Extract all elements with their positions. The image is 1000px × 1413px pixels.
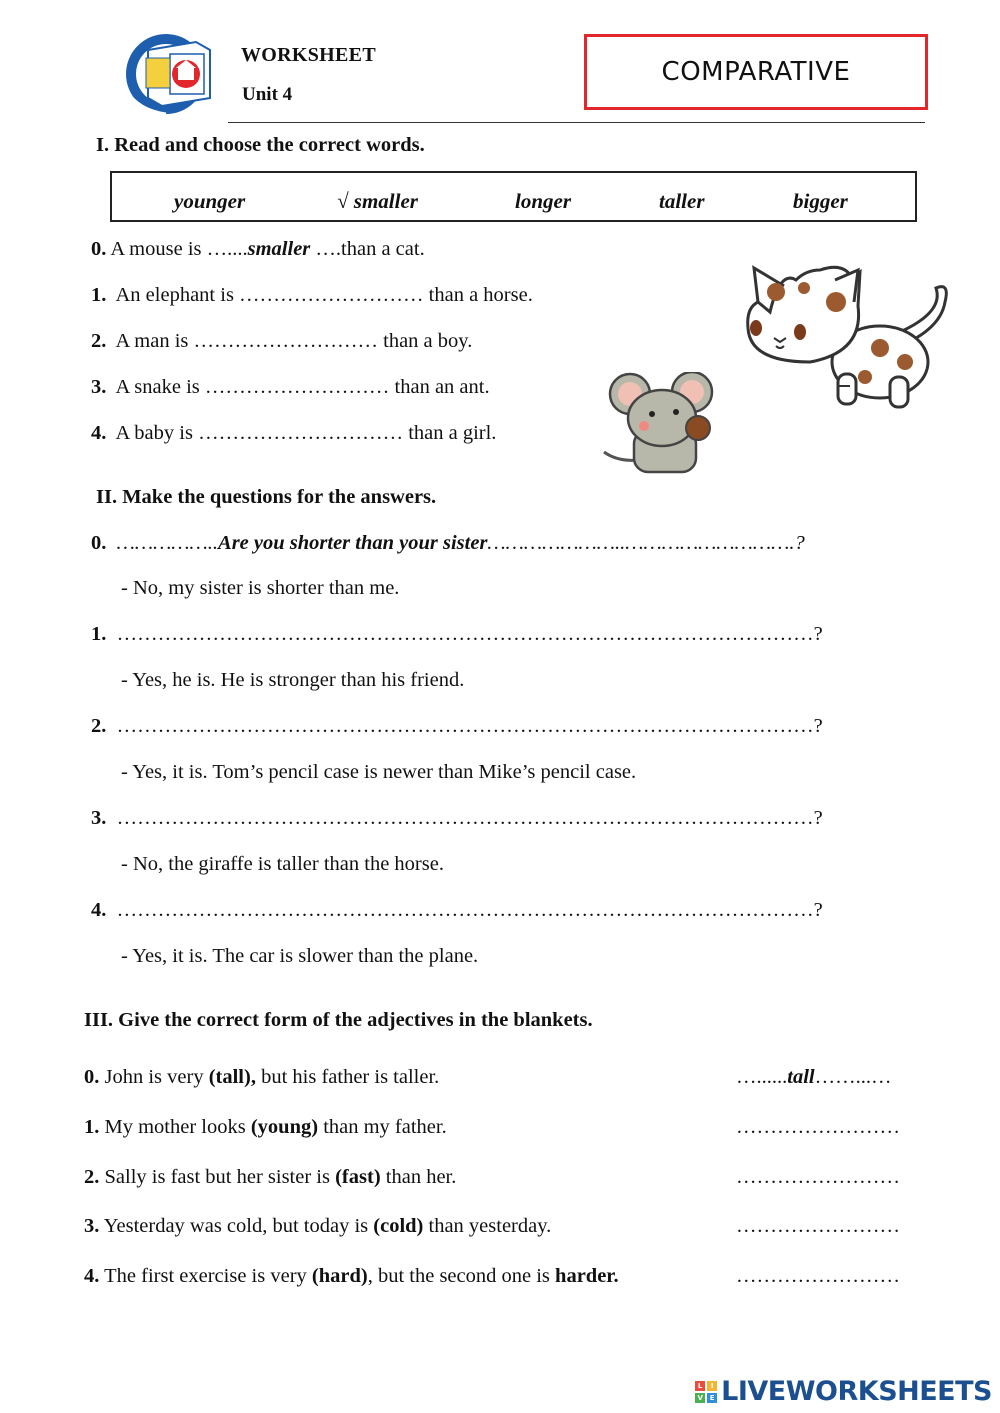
s2-answer-0: - No, my sister is shorter than me. [121,577,400,599]
example-answer: tall [787,1066,815,1088]
word-bank-item: longer [515,189,572,213]
fill-in-sentence[interactable]: A snake is ……………………… than an ant. [115,376,490,398]
example-answer: smaller [247,238,311,260]
item-number: 0. [91,238,107,260]
adjective-cue: (fast) [335,1166,381,1188]
sentence-text: Yesterday was cold, but today is [99,1215,374,1237]
s3-item-4 [84,1265,619,1288]
worksheet-label: WORKSHEET [241,44,376,66]
s3-answer-2[interactable]: …………………… [736,1166,900,1188]
s3-item-1 [84,1116,447,1139]
sentence-text: John is very [99,1066,209,1088]
logo-square: V [695,1393,705,1403]
adjective-cue: (young) [250,1116,319,1138]
mouse-illustration [598,372,718,480]
example-tail: …………………..……………………….? [487,532,805,554]
unit-label: Unit 4 [242,84,293,105]
item-number: 4. [91,422,107,444]
s2-item-0 [91,532,805,555]
s2-item-3 [91,807,823,830]
sentence-text: The first exercise is very [99,1265,312,1287]
s1-item-4 [91,422,496,445]
s2-answer-1: - Yes, he is. He is stronger than his friend. [121,669,465,691]
s3-answer-0 [736,1066,891,1089]
example-question: Are you shorter than your sister [218,532,488,554]
question-blank[interactable]: …………………………………………………………………………………………? [116,623,823,645]
sentence-text: than her. [380,1166,457,1188]
question-blank[interactable]: …………………………………………………………………………………………? [116,715,823,737]
topic-title-box [584,34,928,110]
s1-item-0 [91,238,425,261]
sentence-text: but his father is taller. [255,1066,440,1088]
word-bank-item: taller [659,189,705,213]
s3-item-0 [84,1066,439,1089]
item-number: 2. [91,715,107,737]
item-number: 3. [91,376,107,398]
s3-item-2 [84,1166,456,1189]
item-number: 0. [91,532,107,554]
s2-item-2 [91,715,823,738]
question-blank[interactable]: …………………………………………………………………………………………? [116,807,823,829]
item-number: 3. [84,1215,100,1237]
logo-square: I [707,1381,717,1391]
item-number: 0. [84,1066,100,1088]
s2-answer-4: - Yes, it is. The car is slower than the plane. [121,945,479,967]
answer-dots: ……...… [814,1066,892,1088]
item-number: 1. [91,284,107,306]
school-logo-graphic [118,30,228,120]
item-number: 4. [84,1265,100,1287]
item-text: ….than a cat. [310,238,425,260]
item-number: 1. [84,1116,100,1138]
example-lead: …………….. [116,532,219,554]
sentence-bold-text: harder. [555,1265,619,1287]
sentence-text: , but the second one is [367,1265,556,1287]
question-blank[interactable]: …………………………………………………………………………………………? [116,899,823,921]
item-number: 3. [91,807,107,829]
s3-answer-1[interactable]: …………………… [736,1116,900,1138]
s2-answer-3: - No, the giraffe is taller than the horse. [121,853,444,875]
section2-heading: II. Make the questions for the answers. [96,486,437,508]
s3-answer-4[interactable]: …………………… [736,1265,900,1287]
adjective-cue: (tall), [208,1066,256,1088]
sentence-text: than my father. [318,1116,447,1138]
word-bank-item: bigger [793,189,848,213]
item-number: 4. [91,899,107,921]
logo-square: L [695,1381,705,1391]
fill-in-sentence[interactable]: An elephant is ……………………… than a horse. [115,284,533,306]
answer-dots: …...... [736,1066,788,1088]
s2-item-1 [91,623,823,646]
mouse-icon [598,372,718,480]
topic-title: COMPARATIVE [661,57,851,87]
word-bank-item: √ smaller [337,189,418,213]
word-bank-item: younger [174,189,246,213]
adjective-cue: (hard) [311,1265,368,1287]
sentence-text: My mother looks [99,1116,251,1138]
cat-icon [740,262,950,422]
cat-illustration [740,262,950,422]
liveworksheets-brand: LIVEWORKSHEETS [721,1376,992,1407]
s1-item-3 [91,376,490,399]
fill-in-sentence[interactable]: A man is ……………………… than a boy. [115,330,473,352]
logo-square: E [707,1393,717,1403]
s3-item-3 [84,1215,551,1238]
sentence-text: than yesterday. [423,1215,552,1237]
item-number: 2. [84,1166,100,1188]
header-divider [228,122,925,123]
s2-answer-2: - Yes, it is. Tom’s pencil case is newer than Mike’s pencil case. [121,761,637,783]
liveworksheets-logo-squares [695,1381,717,1403]
section1-heading: I. Read and choose the correct words. [96,134,425,156]
sentence-text: Sally is fast but her sister is [99,1166,336,1188]
item-text: A mouse is ….... [110,238,248,260]
item-number: 2. [91,330,107,352]
item-number: 1. [91,623,107,645]
s3-answer-3[interactable]: …………………… [736,1215,900,1237]
s1-item-2 [91,330,472,353]
word-bank [110,171,917,222]
s1-item-1 [91,284,533,307]
section3-heading: III. Give the correct form of the adjectives in the blankets. [84,1009,593,1031]
fill-in-sentence[interactable]: A baby is ………………………… than a girl. [115,422,497,444]
s2-item-4 [91,899,823,922]
liveworksheets-logo[interactable] [695,1376,992,1407]
school-logo [118,30,228,120]
adjective-cue: (cold) [373,1215,424,1237]
